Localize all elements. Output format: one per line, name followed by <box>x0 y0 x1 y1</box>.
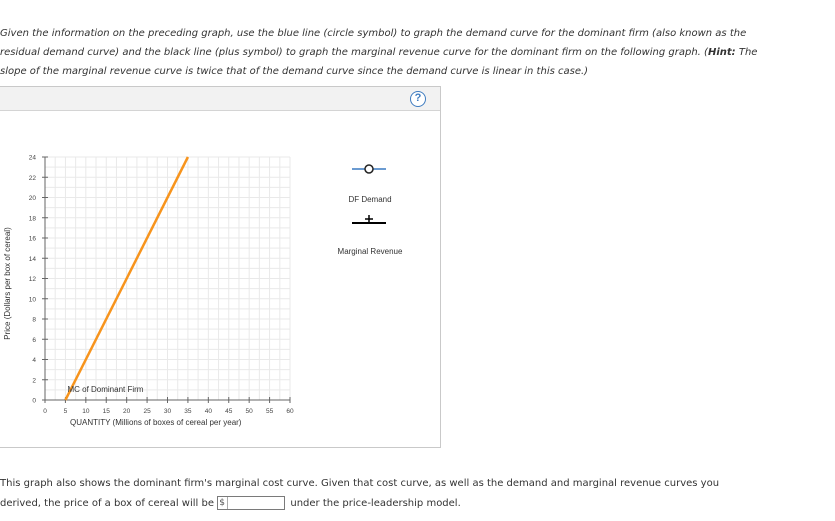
y-tick-label: 8 <box>32 316 36 324</box>
plus-icon <box>365 215 373 223</box>
question-instructions <box>0 24 835 81</box>
question-footer <box>0 474 835 514</box>
y-tick-label: 0 <box>32 397 36 405</box>
circle-icon <box>365 165 373 173</box>
y-tick-label: 22 <box>28 174 36 182</box>
y-tick-label: 14 <box>28 255 36 263</box>
footer-line-2-end: under the price-leadership model. <box>290 498 461 509</box>
y-tick-label: 18 <box>28 215 36 223</box>
x-tick-label: 55 <box>265 408 274 415</box>
y-tick-label: 10 <box>28 296 36 304</box>
mc-curve-label: MC of Dominant Firm <box>67 384 144 394</box>
dollar-prefix: $ <box>219 497 228 509</box>
instructions-line-2 <box>0 43 835 62</box>
x-tick-label: 40 <box>204 408 212 415</box>
x-tick-label: 50 <box>245 408 253 415</box>
x-tick-label: 60 <box>286 408 294 415</box>
plot-axes <box>42 157 290 403</box>
x-tick-label: 10 <box>82 408 90 415</box>
x-tick-label: 30 <box>163 408 172 415</box>
x-tick-labels <box>43 408 294 415</box>
y-tick-label: 24 <box>28 154 36 162</box>
x-tick-label: 25 <box>143 408 151 415</box>
x-tick-label: 45 <box>225 408 233 415</box>
mr-tool-label: Marginal Revenue <box>337 247 403 256</box>
instructions-line-2-end: The <box>735 47 758 58</box>
instructions-line-1: Given the information on the preceding graph, use the blue line (circle symbol) to graph the demand curve for the dominant firm (also known as the <box>0 28 747 39</box>
price-answer-input[interactable] <box>227 497 282 509</box>
x-tick-label: 15 <box>102 408 110 415</box>
x-tick-label: 5 <box>63 408 68 415</box>
x-tick-label: 0 <box>43 408 47 415</box>
graph-area <box>0 86 440 446</box>
y-tick-label: 20 <box>28 195 36 202</box>
hint-label: Hint: <box>707 47 736 58</box>
y-tick-labels <box>29 155 37 405</box>
help-button[interactable]: ? <box>410 91 426 107</box>
plot-grid <box>45 157 290 400</box>
y-tick-label: 2 <box>32 377 36 385</box>
demand-tool[interactable] <box>352 165 386 173</box>
x-axis-label: QUANTITY (Millions of boxes of cereal per year) <box>70 418 242 427</box>
instructions-line-2-text: residual demand curve) and the black line (plus symbol) to graph the marginal revenue curve for the dominant firm on the following graph. ( <box>0 47 708 58</box>
y-tick-label: 12 <box>28 276 36 283</box>
footer-line-1: This graph also shows the dominant firm's marginal cost curve. Given that cost curve, as well as the demand and marginal revenue curves you <box>0 478 720 489</box>
y-axis-label: Price (Dollars per box of cereal) <box>3 227 12 340</box>
instructions-line-3: slope of the marginal revenue curve is twice that of the demand curve since the demand curve is linear in this case.) <box>0 66 589 77</box>
footer-line-2 <box>0 494 835 514</box>
x-tick-label: 20 <box>123 408 131 415</box>
demand-tool-label: DF Demand <box>348 195 392 204</box>
y-tick-label: 6 <box>32 336 36 344</box>
price-answer-field[interactable] <box>217 496 285 510</box>
x-tick-label: 35 <box>184 408 192 415</box>
mr-tool[interactable] <box>352 215 386 223</box>
footer-line-2-start: derived, the price of a box of cereal will be <box>0 498 214 509</box>
y-tick-label: 16 <box>28 235 36 243</box>
y-tick-label: 4 <box>32 357 36 364</box>
